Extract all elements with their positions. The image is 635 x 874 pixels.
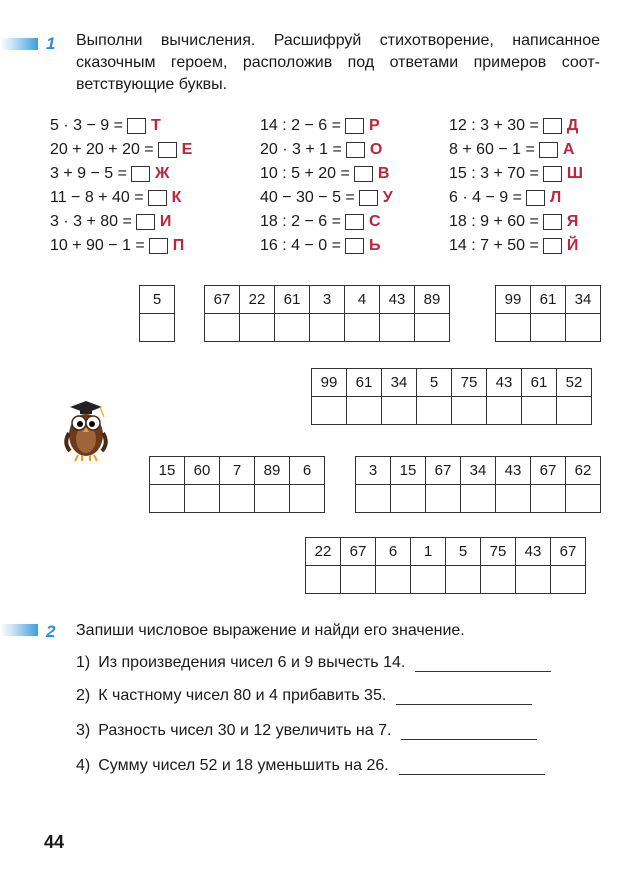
answer-letter-cell[interactable] [382, 397, 417, 425]
answer-number-cell: 43 [380, 286, 415, 314]
answer-number-cell: 43 [496, 457, 531, 485]
answer-number-cell: 67 [426, 457, 461, 485]
cipher-letter: Д [566, 117, 579, 134]
answer-number-cell: 61 [531, 286, 566, 314]
task2-item-3 [76, 722, 537, 740]
answer-table-6 [355, 456, 601, 513]
answer-table-letters-row [150, 485, 325, 513]
answer-number-cell: 6 [290, 457, 325, 485]
answer-number-cell: 89 [255, 457, 290, 485]
cipher-letter: А [562, 141, 575, 158]
answer-box[interactable] [131, 166, 150, 182]
answer-table-2 [204, 285, 450, 342]
answer-letter-cell[interactable] [481, 566, 516, 594]
answer-letter-cell[interactable] [461, 485, 496, 513]
answer-letter-cell[interactable] [345, 314, 380, 342]
answer-letter-cell[interactable] [557, 397, 592, 425]
task1-number: 1 [46, 34, 56, 53]
answer-letter-cell[interactable] [531, 485, 566, 513]
answer-table-7 [305, 537, 586, 594]
answer-table-1 [139, 285, 175, 342]
cipher-letter: Ь [368, 237, 381, 254]
answer-number-cell: 5 [446, 538, 481, 566]
answer-box[interactable] [345, 214, 364, 230]
answer-box[interactable] [354, 166, 373, 182]
answer-number-cell: 34 [566, 286, 601, 314]
equation-row [449, 210, 583, 234]
answer-box[interactable] [345, 238, 364, 254]
equation-expression: 3 · 3 + 80 = [50, 213, 132, 230]
answer-number-cell: 62 [566, 457, 601, 485]
cipher-letter: В [377, 165, 390, 182]
answer-letter-cell[interactable] [220, 485, 255, 513]
task2-item-number: 4) [76, 757, 91, 774]
answer-letter-cell[interactable] [446, 566, 481, 594]
equation-row [260, 186, 393, 210]
cipher-letter: Ш [566, 165, 583, 182]
equation-row [449, 234, 583, 258]
answer-number-cell: 67 [531, 457, 566, 485]
answer-box[interactable] [539, 142, 558, 158]
answer-letter-cell[interactable] [516, 566, 551, 594]
equation-expression: 10 : 5 + 20 = [260, 165, 350, 182]
answer-letter-cell[interactable] [452, 397, 487, 425]
cipher-letter: Е [181, 141, 193, 158]
equation-row [260, 162, 393, 186]
answer-box[interactable] [543, 238, 562, 254]
cipher-letter: И [159, 213, 172, 230]
task2-marker-bar [0, 624, 38, 636]
answer-line[interactable] [399, 774, 545, 775]
answer-number-cell: 43 [516, 538, 551, 566]
owl-scholar-icon [60, 395, 112, 463]
cipher-letter: О [369, 141, 383, 158]
answer-box[interactable] [346, 142, 365, 158]
answer-number-cell: 67 [551, 538, 586, 566]
answer-table-letters-row [312, 397, 592, 425]
answer-letter-cell[interactable] [290, 485, 325, 513]
equation-row [260, 114, 393, 138]
cipher-letter: Я [566, 213, 579, 230]
answer-box[interactable] [345, 118, 364, 134]
equation-row [449, 162, 583, 186]
answer-letter-cell[interactable] [205, 314, 240, 342]
equation-row [449, 186, 583, 210]
answer-box[interactable] [359, 190, 378, 206]
answer-letter-cell[interactable] [417, 397, 452, 425]
answer-number-cell: 34 [461, 457, 496, 485]
answer-letter-cell[interactable] [551, 566, 586, 594]
equation-row [50, 186, 192, 210]
answer-table-letters-row [496, 314, 601, 342]
answer-table-numbers-row [150, 457, 325, 485]
answer-table-numbers-row [306, 538, 586, 566]
task2-item-text: К частному чисел 80 и 4 прибавить 35. [98, 687, 387, 704]
answer-number-cell: 1 [411, 538, 446, 566]
answer-box[interactable] [543, 214, 562, 230]
cipher-letter: Р [368, 117, 380, 134]
answer-box[interactable] [149, 238, 168, 254]
equation-expression: 15 : 3 + 70 = [449, 165, 539, 182]
equation-row [449, 114, 583, 138]
answer-table-letters-row [205, 314, 450, 342]
cipher-letter: П [172, 237, 185, 254]
answer-letter-cell[interactable] [185, 485, 220, 513]
answer-number-cell: 75 [452, 369, 487, 397]
answer-box[interactable] [136, 214, 155, 230]
answer-box[interactable] [127, 118, 146, 134]
page-number: 44 [44, 832, 65, 852]
equations-column-1 [50, 114, 192, 258]
equation-expression: 18 : 9 + 60 = [449, 213, 539, 230]
answer-letter-cell[interactable] [496, 485, 531, 513]
answer-letter-cell[interactable] [531, 314, 566, 342]
answer-letter-cell[interactable] [240, 314, 275, 342]
answer-table-letters-row [356, 485, 601, 513]
answer-table-numbers-row [312, 369, 592, 397]
answer-number-cell: 15 [391, 457, 426, 485]
answer-number-cell: 6 [376, 538, 411, 566]
task1-instruction: Выполни вычисления. Расшифруй стихотворение, написанное сказочным героем, расположив под ответами примеров соот-ветствующие буквы. [76, 32, 600, 93]
task2-item-number: 1) [76, 654, 91, 671]
equation-expression: 6 · 4 − 9 = [449, 189, 522, 206]
answer-letter-cell[interactable] [150, 485, 185, 513]
answer-letter-cell[interactable] [487, 397, 522, 425]
equation-row [260, 210, 393, 234]
answer-table-4 [311, 368, 592, 425]
answer-letter-cell[interactable] [380, 314, 415, 342]
answer-number-cell: 60 [185, 457, 220, 485]
answer-line[interactable] [396, 704, 532, 705]
equation-row [50, 210, 192, 234]
answer-box[interactable] [148, 190, 167, 206]
answer-number-cell: 4 [345, 286, 380, 314]
answer-letter-cell[interactable] [566, 485, 601, 513]
answer-letter-cell[interactable] [426, 485, 461, 513]
answer-box[interactable] [543, 166, 562, 182]
equation-row [449, 138, 583, 162]
answer-number-cell: 75 [481, 538, 516, 566]
answer-letter-cell[interactable] [411, 566, 446, 594]
equation-expression: 40 − 30 − 5 = [260, 189, 355, 206]
answer-line[interactable] [401, 739, 537, 740]
answer-box[interactable] [543, 118, 562, 134]
answer-letter-cell[interactable] [415, 314, 450, 342]
answer-number-cell: 61 [522, 369, 557, 397]
answer-letter-cell[interactable] [140, 314, 175, 342]
answer-table-numbers-row [356, 457, 601, 485]
equation-expression: 12 : 3 + 30 = [449, 117, 539, 134]
equation-expression: 20 · 3 + 1 = [260, 141, 342, 158]
equations-column-3 [449, 114, 583, 258]
answer-letter-cell[interactable] [310, 314, 345, 342]
cipher-letter: Т [150, 117, 161, 134]
task2-item-text: Из произведения чисел 6 и 9 вычесть 14. [98, 654, 406, 671]
equation-expression: 18 : 2 − 6 = [260, 213, 341, 230]
equation-expression: 5 · 3 − 9 = [50, 117, 123, 134]
equation-expression: 10 + 90 − 1 = [50, 237, 145, 254]
answer-line[interactable] [415, 671, 551, 672]
answer-table-letters-row [140, 314, 175, 342]
answer-letter-cell[interactable] [341, 566, 376, 594]
answer-letter-cell[interactable] [391, 485, 426, 513]
answer-box[interactable] [158, 142, 177, 158]
equation-row [50, 138, 192, 162]
answer-number-cell: 22 [240, 286, 275, 314]
cipher-letter: У [382, 189, 393, 206]
task2-item-1 [76, 654, 551, 672]
answer-number-cell: 43 [487, 369, 522, 397]
equation-row [50, 114, 192, 138]
answer-number-cell: 5 [140, 286, 175, 314]
cipher-letter: Ж [154, 165, 170, 182]
task1-marker-bar [0, 38, 38, 50]
task2-item-number: 3) [76, 722, 91, 739]
answer-number-cell: 89 [415, 286, 450, 314]
answer-letter-cell[interactable] [347, 397, 382, 425]
task2-item-text: Разность чисел 30 и 12 увеличить на 7. [98, 722, 392, 739]
answer-table-5 [149, 456, 325, 513]
task2-item-number: 2) [76, 687, 91, 704]
answer-number-cell: 7 [220, 457, 255, 485]
task2-instruction: Запиши числовое выражение и найди его значение. [76, 622, 465, 639]
equations-column-2 [260, 114, 393, 258]
equation-expression: 16 : 4 − 0 = [260, 237, 341, 254]
task2-item-text: Сумму чисел 52 и 18 уменьшить на 26. [98, 757, 389, 774]
answer-table-numbers-row [496, 286, 601, 314]
task2-item-4 [76, 757, 545, 775]
equation-expression: 3 + 9 − 5 = [50, 165, 127, 182]
equation-expression: 14 : 2 − 6 = [260, 117, 341, 134]
equation-expression: 14 : 7 + 50 = [449, 237, 539, 254]
task2-item-2 [76, 687, 532, 705]
equation-row [50, 162, 192, 186]
answer-number-cell: 99 [312, 369, 347, 397]
answer-table-numbers-row [205, 286, 450, 314]
equation-expression: 8 + 60 − 1 = [449, 141, 535, 158]
answer-table-3 [495, 285, 601, 342]
answer-letter-cell[interactable] [306, 566, 341, 594]
equation-expression: 11 − 8 + 40 = [50, 189, 144, 206]
answer-number-cell: 3 [356, 457, 391, 485]
answer-letter-cell[interactable] [522, 397, 557, 425]
answer-box[interactable] [526, 190, 545, 206]
answer-number-cell: 22 [306, 538, 341, 566]
answer-number-cell: 67 [341, 538, 376, 566]
task2-number: 2 [46, 622, 56, 641]
answer-number-cell: 99 [496, 286, 531, 314]
equation-expression: 20 + 20 + 20 = [50, 141, 154, 158]
answer-number-cell: 52 [557, 369, 592, 397]
equation-row [260, 138, 393, 162]
answer-number-cell: 67 [205, 286, 240, 314]
equation-row [260, 234, 393, 258]
cipher-letter: С [368, 213, 381, 230]
answer-number-cell: 61 [347, 369, 382, 397]
answer-number-cell: 3 [310, 286, 345, 314]
answer-letter-cell[interactable] [312, 397, 347, 425]
answer-number-cell: 34 [382, 369, 417, 397]
answer-letter-cell[interactable] [496, 314, 531, 342]
answer-table-numbers-row [140, 286, 175, 314]
answer-number-cell: 5 [417, 369, 452, 397]
answer-letter-cell[interactable] [566, 314, 601, 342]
answer-letter-cell[interactable] [255, 485, 290, 513]
cipher-letter: Й [566, 237, 579, 254]
answer-letter-cell[interactable] [356, 485, 391, 513]
answer-letter-cell[interactable] [275, 314, 310, 342]
answer-table-letters-row [306, 566, 586, 594]
answer-letter-cell[interactable] [376, 566, 411, 594]
cipher-letter: К [171, 189, 182, 206]
answer-number-cell: 61 [275, 286, 310, 314]
answer-number-cell: 15 [150, 457, 185, 485]
cipher-letter: Л [549, 189, 562, 206]
equation-row [50, 234, 192, 258]
